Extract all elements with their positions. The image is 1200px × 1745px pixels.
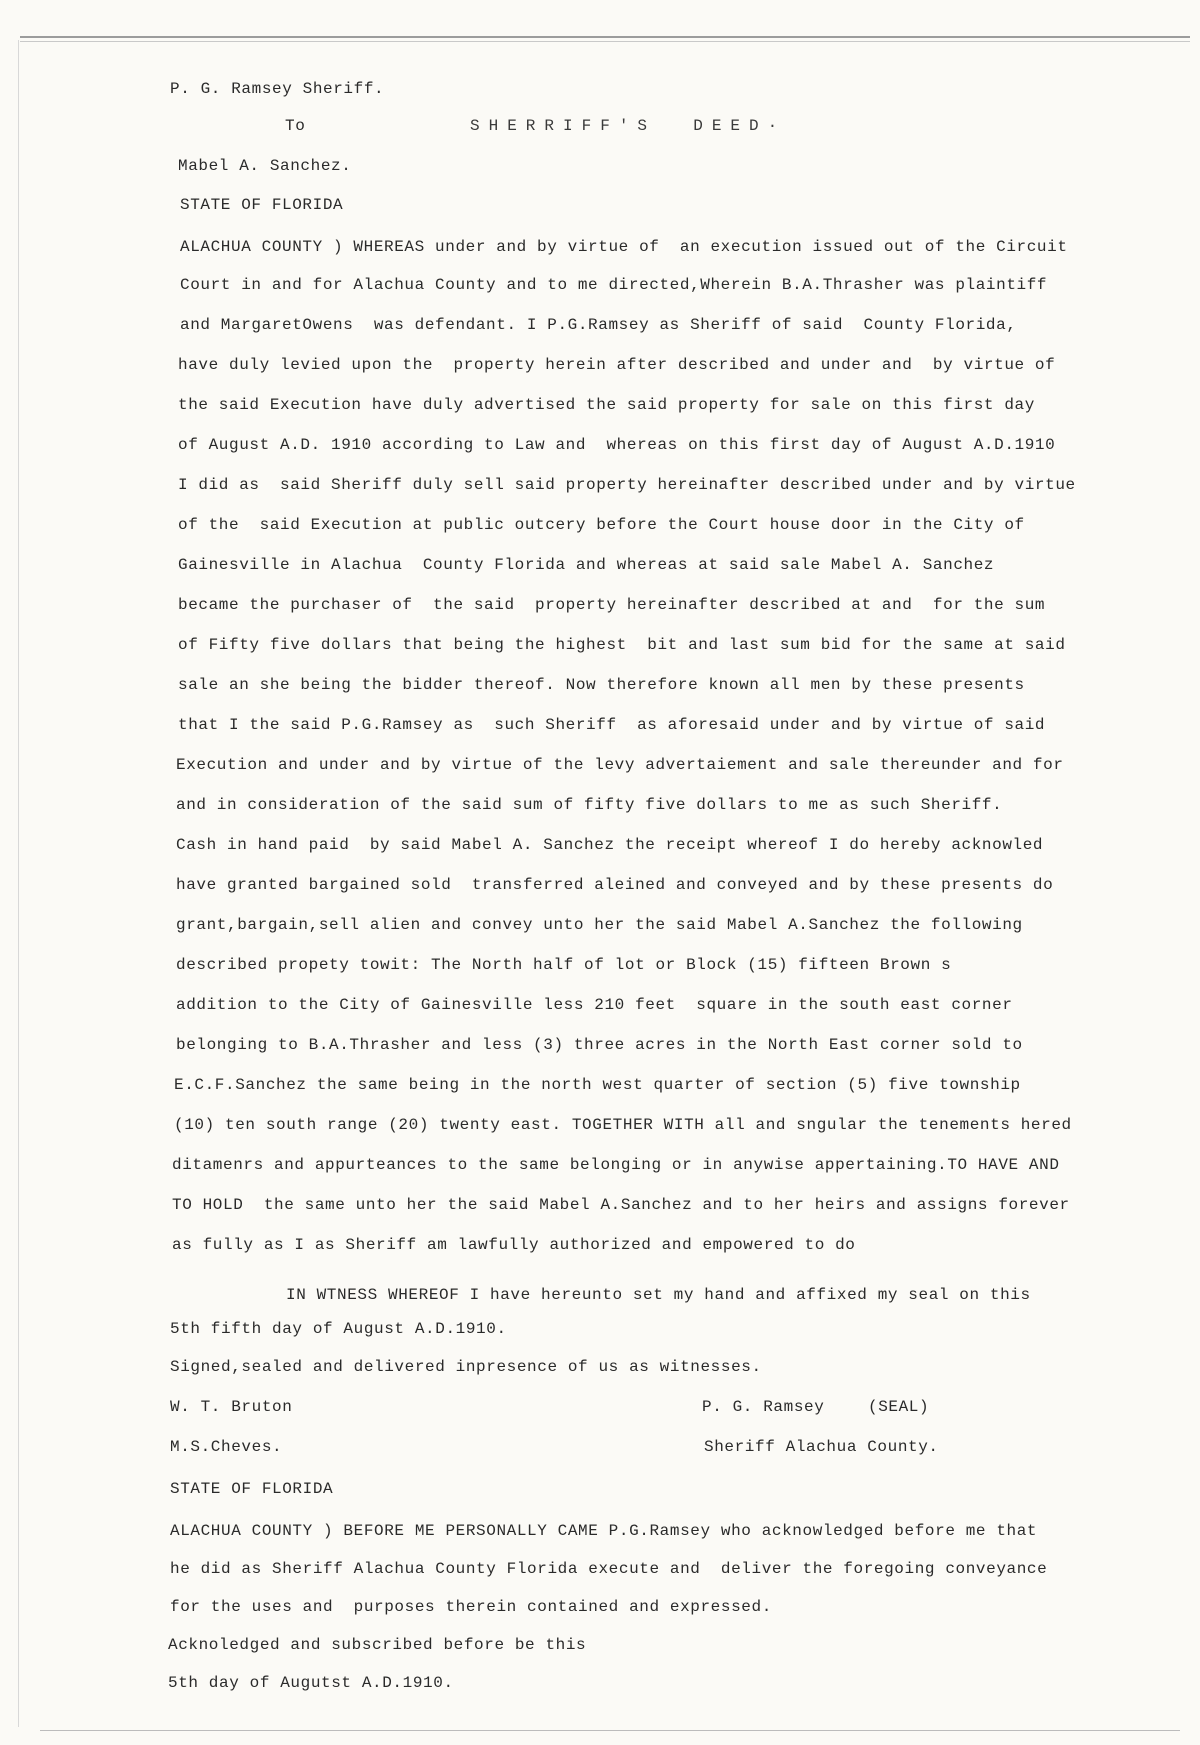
- body-line: ditamenrs and appurteances to the same belonging or in anywise appertaining.TO HAVE AND: [172, 1156, 1060, 1174]
- body-line: of August A.D. 1910 according to Law and whereas on this first day of August A.D.1910: [178, 436, 1056, 454]
- body-line: Cash in hand paid by said Mabel A. Sanchez the receipt whereof I do hereby acknowled: [176, 836, 1044, 854]
- witness-line: IN WTNESS WHEREOF I have hereunto set my hand and affixed my seal on this: [286, 1286, 1031, 1304]
- body-line: STATE OF FLORIDA: [180, 196, 344, 214]
- body-line: have granted bargained sold transferred aleined and conveyed and by these presents do: [176, 876, 1054, 894]
- body-line: described propety towit: The North half of lot or Block (15) fifteen Brown s: [176, 956, 952, 974]
- top-border-rule: [20, 36, 1190, 42]
- body-line: of Fifty five dollars that being the highest bit and last sum bid for the same at said: [178, 636, 1066, 654]
- body-line: became the purchaser of the said property hereinafter described at and for the sum: [178, 596, 1046, 614]
- bottom-page-edge: [40, 1730, 1180, 1731]
- body-line: and in consideration of the said sum of fifty five dollars to me as such Sheriff.: [176, 796, 1003, 814]
- signer-title: Sheriff Alachua County.: [704, 1438, 939, 1456]
- body-line: Execution and under and by virtue of the levy advertaiement and sale thereunder and for: [176, 756, 1064, 774]
- body-line: as fully as I as Sheriff am lawfully authorized and empowered to do: [172, 1236, 856, 1254]
- ack-line: STATE OF FLORIDA: [170, 1480, 334, 1498]
- body-line: grant,bargain,sell alien and convey unto her the said Mabel A.Sanchez the following: [176, 916, 1023, 934]
- to-line: To: [285, 117, 306, 135]
- body-line: I did as said Sheriff duly sell said property hereinafter described under and by virtue: [178, 476, 1076, 494]
- witness-line: 5th fifth day of August A.D.1910.: [170, 1320, 507, 1338]
- body-line: the said Execution have duly advertised the said property for sale on this first day: [178, 396, 1035, 414]
- grantee-line: Mabel A. Sanchez.: [178, 157, 352, 175]
- body-line: E.C.F.Sanchez the same being in the north west quarter of section (5) five township: [174, 1076, 1021, 1094]
- body-line: ALACHUA COUNTY ) WHEREAS under and by virtue of an execution issued out of the Circuit: [180, 238, 1068, 256]
- witness-name-2: M.S.Cheves.: [170, 1438, 283, 1456]
- ack-line: for the uses and purposes therein contained and expressed.: [170, 1598, 772, 1616]
- ack-line: ALACHUA COUNTY ) BEFORE ME PERSONALLY CAME P.G.Ramsey who acknowledged before me that: [170, 1522, 1038, 1540]
- body-line: (10) ten south range (20) twenty east. TOGETHER WITH all and sngular the tenements hered: [174, 1116, 1072, 1134]
- witness-line: Signed,sealed and delivered inpresence of us as witnesses.: [170, 1358, 762, 1376]
- body-line: Gainesville in Alachua County Florida and whereas at said sale Mabel A. Sanchez: [178, 556, 995, 574]
- grantor-line: P. G. Ramsey Sheriff.: [170, 80, 385, 98]
- body-line: belonging to B.A.Thrasher and less (3) three acres in the North East corner sold to: [176, 1036, 1023, 1054]
- ack-line: Acknoledged and subscribed before be this: [168, 1636, 587, 1654]
- body-line: Court in and for Alachua County and to me directed,Wherein B.A.Thrasher was plaintiff: [180, 276, 1048, 294]
- witness-name-1: W. T. Bruton: [170, 1398, 293, 1416]
- body-line: of the said Execution at public outcery before the Court house door in the City of: [178, 516, 1025, 534]
- body-line: and MargaretOwens was defendant. I P.G.Ramsey as Sheriff of said County Florida,: [180, 316, 1017, 334]
- body-line: addition to the City of Gainesville less 210 feet square in the south east corner: [176, 996, 1013, 1014]
- signer-name: P. G. Ramsey: [702, 1398, 825, 1416]
- deed-title: SHERRIFF'S DEED·: [470, 117, 787, 135]
- left-page-edge: [18, 40, 19, 1727]
- body-line: TO HOLD the same unto her the said Mabel A.Sanchez and to her heirs and assigns forever: [172, 1196, 1070, 1214]
- body-line: sale an she being the bidder thereof. Now therefore known all men by these presents: [178, 676, 1025, 694]
- seal-label: (SEAL): [868, 1398, 930, 1416]
- body-line: have duly levied upon the property herein after described and under and by virtue of: [178, 356, 1056, 374]
- body-line: that I the said P.G.Ramsey as such Sheriff as aforesaid under and by virtue of said: [178, 716, 1046, 734]
- ack-line: 5th day of Augutst A.D.1910.: [168, 1674, 454, 1692]
- ack-line: he did as Sheriff Alachua County Florida execute and deliver the foregoing conveyance: [170, 1560, 1048, 1578]
